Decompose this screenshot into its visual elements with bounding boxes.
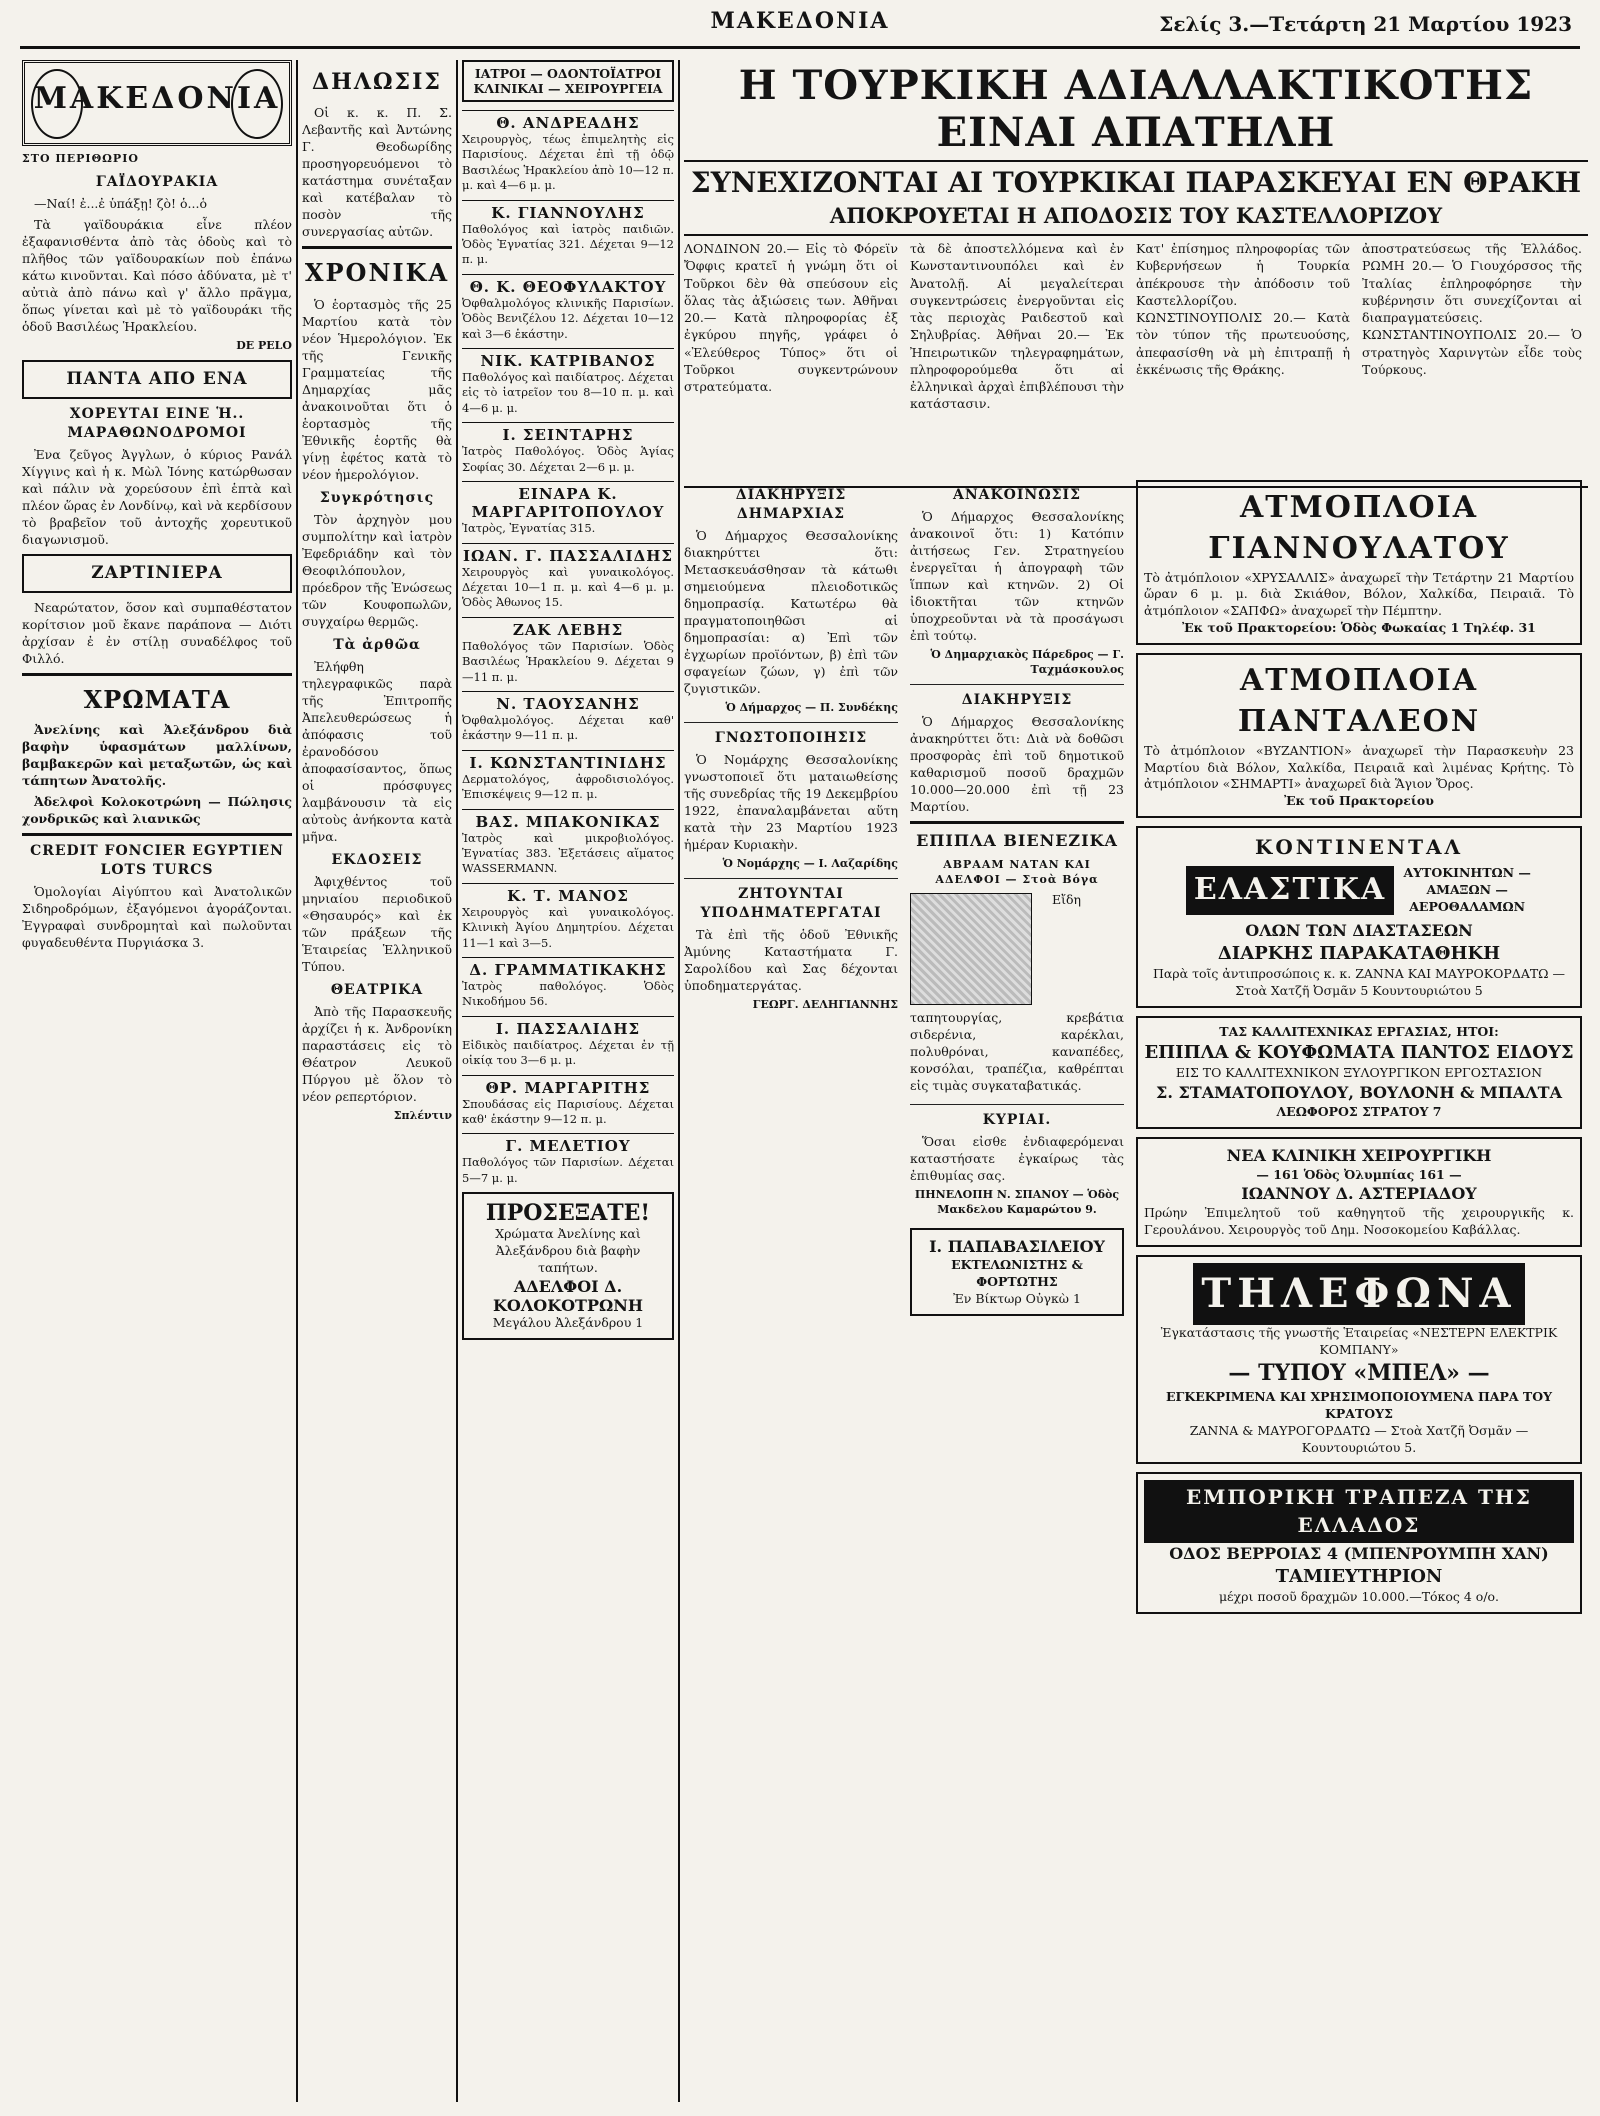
news-column: Κατ' ἐπίσημος πληροφορίας τῶν Κυβερνήσεων ἡ Τουρκία ἀπέκρουσε τὴν ἀπόδοσιν τοῦ Καστελλορίζου. ΚΩΝΣΤΙΝΟΥΠΟΛΙΣ 20.— Κατὰ τὸν τύπον τῆς πρωτευούσης, ἀπεφασίσθη νὰ μὴ ἐπιτραπῇ ἡ ἐκκένωσις τῆς Θράκης. [1136,241,1350,377]
doctor-name: ΘΡ. ΜΑΡΓΑΡΙΤΗΣ [462,1075,674,1097]
doctor-listing [462,422,674,475]
notice-title: ΓΝΩΣΤΟΠΟΙΗΣΙΣ [714,730,868,747]
doctor-listing [462,200,674,268]
article-subtitle: Τὰ ἀρθῶα [333,636,421,653]
notice-paragraph: Ὁ Νομάρχης Θεσσαλονίκης γνωστοποιεῖ ὅτι ματαιωθείσης τῆς συνεδρίας τῆς 19 Δεκεμβρίου 1922, ἐπαναλαμβάνεται αὕτη κατὰ τὴν 23 Μαρτίου 1923 ἡμέραν Κυριακὴν. [684,752,898,853]
notice-signature: Ὁ Δημαρχιακὸς Πάρεδρος — Γ. Ταχμάσκουλος [930,648,1124,676]
doctor-listing [462,750,674,803]
divider [910,821,1124,824]
ad-box [1136,1472,1582,1613]
notice-title: ΔΗΛΩΣΙΣ [312,69,442,95]
ad-subtitle: ΕΚΤΕΛΩΝΙΣΤΗΣ & ΦΟΡΤΩΤΗΣ [951,1257,1083,1290]
ad-box [462,1192,674,1340]
ad-subtitle: ΑΒΡΑΑΜ ΝΑΤΑΝ ΚΑΙ ΑΔΕΛΦΟΙ — Στοὰ Βόγα [935,857,1099,886]
doctor-listing [462,957,674,1010]
ad-firm: ΑΔΕΛΦΟΙ Δ. ΚΟΛΟΚΟΤΡΩΝΗ [493,1276,643,1315]
ad-text: Ἐγκατάστασις τῆς γνωστῆς Ἑταιρείας «ΝΕΣΤΕΡΝ ΕΛΕΚΤΡΙΚ ΚΟΜΠΑΝΥ» [1160,1325,1558,1358]
notice-title: ΔΙΑΚΗΡΥΞΙΣ [961,691,1073,708]
doctor-name: ΖΑΚ ΛΕΒΗΣ [462,617,674,639]
doctor-name: ΙΩΑΝ. Γ. ΠΑΣΣΑΛΙΔΗΣ [462,543,674,565]
doctor-name: ΝΙΚ. ΚΑΤΡΙΒΑΝΟΣ [462,348,674,370]
ad-title: ΑΤΜΟΠΛΟΙΑ ΠΑΝΤΑΛΕΟΝ [1237,663,1481,739]
ad-address: — 161 Ὁδὸς Ὀλυμπίας 161 — [1256,1166,1462,1182]
ad-footer: μέχρι ποσοῦ δραχμῶν 10.000.—Τόκος 4 ο/ο. [1218,1589,1500,1605]
ad-text: Πρώην Ἐπιμελητοῦ τοῦ καθηγητοῦ τῆς χειρουργικῆς κ. Γερουλάνου. Χειρουργὸς τοῦ Δημ. Νοσοκομείου Καβάλλας. [1144,1205,1574,1238]
masthead-ornament-icon [231,69,283,139]
notice-title: CREDIT FONCIER EGYPTIEN LOTS TURCS [30,842,284,878]
news-columns [684,234,1588,488]
ad-signature: ΠΗΝΕΛΟΠΗ Ν. ΣΠΑΝΟΥ — Ὁδὸς Μακδελου Καμαρώτου 9. [914,1187,1120,1216]
doctor-listing [462,1075,674,1128]
section-subtitle: ΘΕΑΤΡΙΚΑ [330,981,424,998]
running-header [20,6,1580,49]
ad-text: ΕΓΚΕΚΡΙΜΕΝΑ ΚΑΙ ΧΡΗΣΙΜΟΠΟΙΟΥΜΕΝΑ ΠΑΡΑ ΤΟΥ ΚΡΑΤΟΥΣ [1165,1388,1553,1421]
masthead [22,60,292,146]
doctor-listing [462,1016,674,1069]
doctor-listing [462,883,674,951]
ad-box [1136,480,1582,645]
doctor-details: Ἰατρὸς, Ἐγνατίας 315. [462,521,596,536]
doctor-listing [462,481,674,536]
ad-text: ΕΙΣ ΤΟ ΚΑΛΛΙΤΕΧΝΙΚΟΝ ΞΥΛΟΥΡΓΙΚΟΝ ΕΡΓΟΣΤΑΣΙΟΝ [1175,1065,1543,1081]
running-header-page-date: Σελίς 3.—Τετάρτη 21 Μαρτίου 1923 [1159,12,1572,36]
column-rule [678,60,680,2102]
notice-signature: Ὁ Δήμαρχος — Π. Συνδέκης [725,701,898,715]
masthead-title: ΜΑΚΕΔΟΝΙΑ [33,81,281,116]
ad-box [910,1228,1124,1316]
section-title: ΧΡΟΝΙΚΑ [304,257,450,287]
doctor-details: Χειρουργὸς, τέως ἐπιμελητὴς εἰς Παρισίους. Δέχεται ἐπὶ τῇ ὁδῷ Βασιλέως Ἡρακλείου ἀπὸ 10—12 π. μ. καὶ 4—6 μ. μ. [462,132,674,193]
doctors-section-header: ΙΑΤΡΟΙ — ΟΔΟΝΤΟΪΑΤΡΟΙ ΚΛΙΝΙΚΑΙ — ΧΕΙΡΟΥΡΓΕΙΑ [462,60,674,102]
article-title: ΓΑΪΔΟΥΡΑΚΙΑ [95,173,219,190]
doctor-name: Γ. ΜΕΛΕΤΙΟΥ [462,1133,674,1155]
ad-footer: ΖΑΝΝΑ & ΜΑΥΡΟΓΟΡΔΑΤΩ — Στοὰ Χατζῆ Ὀσμᾶν — Κουντουριώτου 5. [1189,1422,1529,1455]
divider [910,1104,1124,1105]
doctor-details: Εἰδικὸς παιδίατρος. Δέχεται ἐν τῇ οἰκίᾳ του 3—6 μ. μ. [462,1037,674,1068]
doctor-name: ΒΑΣ. ΜΠΑΚΟΝΙΚΑΣ [462,809,674,831]
lower-section [684,480,1588,2102]
section-subtitle: ΕΚΔΟΣΕΙΣ [331,851,423,868]
article-title: ΧΟΡΕΥΤΑΙ ΕΙΝΕ Ἡ.. ΜΑΡΑΘΩΝΟΔΡΟΜΟΙ [67,406,247,442]
article-paragraph: Ἀπὸ τῆς Παρασκευῆς ἀρχίζει ἡ κ. Ἀνδρονίκη παραστάσεις εἰς τὸ Θέατρον Λευκοῦ Πύργου μὲ ὅλον τὸ νέον ρεπερτόριον. [302,1003,452,1104]
furniture-illustration [910,893,1032,1005]
divider [684,722,898,723]
ad-address: Ἐν Βίκτωρ Οὐγκὼ 1 [953,1291,1081,1307]
doctor-listing [462,348,674,416]
column-rule [296,60,298,2102]
notice-paragraph: Ὁμολογίαι Αἰγύπτου καὶ Ἀνατολικῶν Σιδηροδρόμων, ἐξαγόμενοι ἀγοράζονται. Ἐγγραφαὶ συνδρομηταὶ καὶ πωλοῦνται φυγαδευθέντα Πυργιάσκα 3. [22,883,292,950]
ad-brand: — ΤΥΠΟΥ «ΜΠΕΛ» — [1228,1360,1490,1387]
subheadline: ΣΥΝΕΧΙΖΟΝΤΑΙ ΑΙ ΤΟΥΡΚΙΚΑΙ ΠΑΡΑΣΚΕΥΑΙ ΕΝ ΘΡΑΚΗ [690,166,1582,199]
doctor-name: Ι. ΚΩΝΣΤΑΝΤΙΝΙΔΗΣ [462,750,674,772]
doctor-listing [462,543,674,611]
main-news-area [684,60,1588,2102]
ad-text: Χρώματα Ἀνελίνης καὶ Ἀλεξάνδρου διὰ βαφὴν ταπήτων. [495,1226,641,1275]
notice-title: ΑΝΑΚΟΙΝΩΣΙΣ [952,487,1082,503]
doctor-details: Σπουδάσας εἰς Παρισίους. Δέχεται καθ' ἑκάστην 9—12 π. μ. [462,1096,674,1127]
section-box-title: ΠΑΝΤΑ ΑΠΟ ΕΝΑ [22,360,292,399]
doctor-details: Παθολόγος τῶν Παρισίων. Δέχεται 5—7 μ. μ. [462,1155,674,1185]
column-rule [456,60,458,2102]
ad-title: ΧΡΩΜΑΤΑ [83,685,231,715]
article-paragraph: Ἐνα ζεῦγος Ἀγγλων, ὁ κύριος Ρανάλ Χίγγινς καὶ ἡ κ. Μὼλ Ἰόνης κατώρθωσαν καὶ πάλιν νὰ χορεύσουν ἐπὶ ἑπτὰ καὶ πλέον ὥρας ἐν Λονδίνῳ, καὶ νὰ κερδίσουν τὸ βραβεῖον τοῦ ἀντοχῆς χορευτικοῦ διαγωνισμοῦ. [22,447,292,548]
ad-text: Ὅσαι εἰσθε ἐνδιαφερόμεναι καταστήσατε ἐγκαίρως τὰς ἐπιθυμίας σας. [910,1133,1124,1183]
column-1 [22,60,292,2102]
ad-text: Εἴδη ταπητουργίας, κρεβάτια σιδερένια, καρέκλαι, πολυθρόναι, καναπέδες, κονσόλαι, τραπέζια, καθρέπται εἰς τιμὰς συγκαταβατικάς. [910,891,1124,1093]
article-subtitle: Συγκρότησις [319,489,435,506]
doctor-details: Ὀφθαλμολόγος. Δέχεται καθ' ἑκάστην 9—11 π. μ. [462,712,674,743]
notices-column [684,480,898,2102]
article-signature: DE PELO [236,338,292,352]
ad-title: ΚΥΡΙΑΙ. [982,1111,1052,1128]
notice-paragraph: Οἱ κ. κ. Π. Σ. Λεβαντῆς καὶ Ἀντώνης Γ. Θεοδωρίδης προσηγορευόμενοι τὸ κατάστημα συνέταξαν καὶ κατέβαλαν τὸ ποσὸν τῆς συνεργασίας αὐτῶν. [302,104,452,239]
ad-title: ΤΗΛΕΦΩΝΑ [1193,1263,1524,1325]
ad-title: ΕΠΙΠΛΑ ΒΙΕΝΕΖΙΚΑ [916,830,1118,850]
doctor-name: Θ. ΑΝΔΡΕΑΔΗΣ [462,110,674,132]
doctor-listing [462,1133,674,1186]
running-header-paper-name: ΜΑΚΕΔΟΝΙΑ [710,8,890,34]
article-paragraph: Τὰ γαϊδουράκια εἶνε πλέον ἐξαφανισθέντα ἀπὸ τὰς ὁδοὺς καὶ τὸ πλῆθος τῶν γαϊδουρακίων ποὺ ἐπάνω κάτω κινοῦνται. Καὶ πόσο ἀδύνατα, μὲ τ' αὐτιὰ ἀπὸ πάνω καὶ γ' ἄλλο πρᾶγμα, ὅπως γίνεται καὶ μὲ τὸ γαϊδουράκι τῆς ὁδοῦ Βασιλέως Ἡρακλείου. [22,216,292,334]
ad-footer: Παρὰ τοῖς ἀντιπροσώποις κ. κ. ΖΑΝΝΑ ΚΑΙ ΜΑΥΡΟΚΟΡΔΑΤΩ — Στοὰ Χατζῆ Ὀσμᾶν 5 Κουντουριώτου 5 [1152,966,1566,999]
doctor-name: Ι. ΠΑΣΣΑΛΙΔΗΣ [462,1016,674,1038]
news-column: τὰ δὲ ἀποστελλόμενα καὶ ἐν Κωνσταντινουπόλει καὶ ἐν Ἀνατολῇ. Αἱ μεγαλείτεραι συγκεντρώσεις ἐνεργοῦνται εἰς τὰς περιοχὰς Ραιδεστοῦ καὶ Σηλυβρίας. Ἀθῆναι 20.— Ἐκ Ἠπειρωτικῶν τηλεγραφημάτων, πληροφορούμεθα ὅτι αἱ ἐλληνικαὶ ἀρχαὶ ἐπιβλέπουσι τὴν κατάστασιν. [910,241,1124,412]
ad-text: Τὸ ἀτμόπλοιον «ΧΡΥΣΑΛΛΙΣ» ἀναχωρεῖ τὴν Τετάρτην 21 Μαρτίου ὥραν 6 μ. μ. διὰ Σκιάθον, Βόλον, Χαλκίδα, Πειραιᾶ. Τὸ ἀτμόπλοιον «ΣΑΠΦΩ» ἀναχωρεῖ τὴν Πέμπτην. [1144,569,1574,619]
ad-title: ΚΟΝΤΙΝΕΝΤΑΛ [1254,835,1464,860]
notice-signature: ΓΕΩΡΓ. ΔΕΛΗΓΙΑΝΝΗΣ [752,998,898,1012]
ad-box [1136,1137,1582,1247]
article-signature: Σπλέντιν [393,1108,452,1122]
ad-box [1136,826,1582,1008]
section-box-title: ΖΑΡΤΙΝΙΕΡΑ [22,554,292,593]
doctor-name: Κ. Τ. ΜΑΝΟΣ [462,883,674,905]
ad-text: ΤΑΣ ΚΑΛΛΙΤΕΧΝΙΚΑΣ ΕΡΓΑΣΙΑΣ, ΗΤΟΙ: [1219,1023,1499,1039]
doctor-details: Χειρουργὸς καὶ γυναικολόγος. Δέχεται 10—1 π. μ. καὶ 4—6 μ. μ. Ὁδὸς Ἀθωνος 15. [462,564,674,610]
headline: Η ΤΟΥΡΚΙΚΗ ΑΔΙΑΛΛΑΚΤΙΚΟΤΗΣ ΕΙΝΑΙ ΑΠΑΤΗΛΗ [684,60,1588,162]
ad-title: Ι. ΠΑΠΑΒΑΣΙΛΕΙΟΥ [929,1236,1105,1256]
news-column: ἀποστρατεύσεως τῆς Ἑλλάδος. ΡΩΜΗ 20.— Ὁ Γιουχόρσσος τῆς Ἰταλίας ἐπληροφόρησε τὴν κυβέρνησιν ὅτι συνεχίζονται αἱ διαπραγματεύσεις. ΚΩΝΣΤΑΝΤΙΝΟΥΠΟΛΙΣ 20.— Ὁ στρατηγὸς Χαρινγτὼν εἶδε τοὺς Τούρκους. [1362,241,1582,377]
doctor-details: Παθολόγος καὶ ἰατρὸς παιδιῶν. Ὁδὸς Ἐγνατίας 321. Δέχεται 9—12 π. μ. [462,221,674,267]
doctor-listing [462,110,674,194]
doctor-details: Παθολόγος καὶ παιδίατρος. Δέχεται εἰς τὸ ἰατρεῖον του 8—10 π. μ. καὶ 4—6 μ. μ. [462,370,674,415]
ad-title: ΑΤΜΟΠΛΟΙΑ ΓΙΑΝΝΟΥΛΑΤΟΥ [1208,490,1510,566]
doctors-list [462,110,674,1186]
doctor-name: Θ. Κ. ΘΕΟΦΥΛΑΚΤΟΥ [462,274,674,296]
notice-paragraph: Ὁ Δήμαρχος Θεσσαλονίκης ἀνακηρύττει ὅτι: Διὰ νὰ δοθῶσι προσφορὰς ἐπὶ τοῦ δημοτικοῦ καθαρισμοῦ ποσοῦ δραχμῶν 10.000—20.000 ἐπὶ τῇ 23 Μαρτίου. [910,713,1124,814]
doctor-details: Παθολόγος τῶν Παρισίων. Ὁδὸς Βασιλέως Ἡρακλείου 9. Δέχεται 9—11 π. μ. [462,638,674,684]
ad-text: ΟΛΩΝ ΤΩΝ ΔΙΑΣΤΑΣΕΩΝ [1245,921,1473,940]
ad-brand: ΕΛΑΣΤΙΚΑ [1186,866,1394,915]
rubric: ΣΤΟ ΠΕΡΙΘΩΡΙΟ [22,152,139,165]
article-paragraph: Ἀφιχθέντος τοῦ μηνιαίου περιοδικοῦ «Θησαυρός» καὶ ἐκ τῶν πράξεων τῆς Ἑταιρείας Ἑλληνικοῦ Τύπου. [302,873,452,974]
notices-column [910,480,1124,2102]
notice-title: ΔΙΑΚΗΡΥΞΙΣ ΔΗΜΑΡΧΙΑΣ [735,487,847,523]
article-paragraph: Ἐλήφθη τηλεγραφικῶς παρὰ τῆς Ἐπιτροπῆς Ἀπελευθερώσεως ἡ ἀπόφασις τοῦ ἐρανοδόσου ἀποφασίσαντος, ὅπως οἱ πρόσφυγες λαμβάνουσιν τὰ εἰς αὐτοὺς ἀνήκοντα κατὰ μῆνα. [302,658,452,844]
ad-address: ΟΔΟΣ ΒΕΡΡΟΙΑΣ 4 (ΜΠΕΝΡΟΥΜΠΗ ΧΑΝ) [1169,1543,1549,1563]
ad-address: Μεγάλου Ἀλεξάνδρου 1 [492,1314,644,1330]
ad-box [1136,1016,1582,1129]
divider [684,878,898,879]
ad-text: ΤΑΜΙΕΥΤΗΡΙΟΝ [1275,1565,1443,1587]
article-paragraph: Τὸν ἀρχηγὸν μου συμπολίτην καὶ ἱατρὸν Ἐφεδριάδην καὶ τὸν Θεοφιλόπουλον, πρόεδρον τῆς Ἑνώσεως τῶν Κουφοπωλῶν, συγχαίρω θερμῶς. [302,511,452,629]
subheadline: ΑΠΟΚΡΟΥΕΤΑΙ Η ΑΠΟΔΟΣΙΣ ΤΟΥ ΚΑΣΤΕΛΛΟΡΙΖΟΥ [829,203,1443,228]
doctor-details: Χειρουργὸς καὶ γυναικολόγος. Κλινικὴ Ἀγίου Δημητρίου. Δέχεται 11—1 καὶ 3—5. [462,904,674,950]
divider [22,673,292,676]
column-3-doctors [462,60,674,2102]
column-2 [302,60,452,2102]
news-column: ΛΟΝΔΙΝΟΝ 20.— Εἰς τὸ Φόρεϊν Ὄφφις κρατεῖ ἡ γνώμη ὅτι οἱ Τοῦρκοι δὲν θὰ σπεύσουν εἰς ὅλας τὰς ἀξιώσεις των. Ἀθῆναι 20.— Κατὰ πληροφορίας ἐξ ἐγκύρου πηγῆς, γράφει ὁ «Ἐλεύθερος Τύπος» ὅτι οἱ Τοῦρκοι συγκεντρώνουν στρατεύματα. [684,241,898,394]
notice-title: ΖΗΤΟΥΝΤΑΙ ΥΠΟΔΗΜΑΤΕΡΓΑΤΑΙ [700,886,882,922]
ad-text: Ἀνελίνης καὶ Ἀλεξάνδρου διὰ βαφὴν ὑφασμάτων μαλλίνων, βαμβακερῶν καὶ μεταξωτῶν, ὡς καὶ τάπητων Ἀνατολῆς. [22,721,292,788]
ad-footer: Ἐκ τοῦ Πρακτορείου [1284,793,1434,809]
divider [302,246,452,249]
notice-paragraph: Τὰ ἐπὶ τῆς ὁδοῦ Ἐθνικῆς Ἀμύνης Καταστήματα Γ. Σαρολίδου καὶ Σας δέχονται ὑποδηματεργάτας. [684,927,898,994]
ad-title: ΝΕΑ ΚΛΙΝΙΚΗ ΧΕΙΡΟΥΡΓΙΚΗ [1226,1145,1492,1165]
ad-text: ΔΙΑΡΚΗΣ ΠΑΡΑΚΑΤΑΘΗΚΗ [1217,942,1501,964]
ad-box [1136,1255,1582,1465]
ad-brand-detail: ΑΥΤΟΚΙΝΗΤΩΝ — ΑΜΑΞΩΝ — ΑΕΡΟΘΑΛΑΜΩΝ [1403,865,1531,915]
doctor-details: Ἰατρὸς παθολόγος. Ὁδὸς Νικοδήμου 56. [462,979,674,1009]
doctor-listing [462,691,674,744]
ad-title: ΕΠΙΠΛΑ & ΚΟΥΦΩΜΑΤΑ ΠΑΝΤΟΣ ΕΙΔΟΥΣ [1144,1041,1574,1063]
notice-paragraph: Ὁ Δήμαρχος Θεσσαλονίκης διακηρύττει ὅτι: Μετασκευάσθησαν τὰ κάτωθι σημειούμενα πλειοδοτικῶς δημοπρασίᾳ. Κατωτέρω θὰ πραγματοποιηθῶσι αἱ δημοπρασίαι: α) Ἐπὶ τῶν ἐγχωρίων προϊόντων, β) ἐπὶ τῶν σφαγείων ζώων, γ) ἐπὶ τῶν ζυγιστικῶν. [684,528,898,697]
ad-footer: Ἐκ τοῦ Πρακτορείου: Ὁδὸς Φωκαίας 1 Τηλέφ. 31 [1182,620,1536,636]
doctor-name: Κ. ΓΙΑΝΝΟΥΛΗΣ [462,200,674,222]
ad-text: Ἀδελφοὶ Κολοκοτρώνη — Πώλησις χονδρικῶς καὶ λιανικῶς [22,793,292,826]
doctor-name: ΕΙΝΑΡΑ Κ. ΜΑΡΓΑΡΙΤΟΠΟΥΛΟΥ [462,481,674,521]
article-paragraph: —Ναί! ἐ...ἐ ὑπάξῃ! ζὸ! ὁ...ὁ [34,195,207,211]
ads-column [1136,480,1582,2102]
doctor-details: Ἰατρὸς καὶ μικροβιολόγος. Ἐγνατίας 383. Ἐξετάσεις αἵματος WASSERMANN. [462,830,674,876]
doctor-name: Ι. ΣΕΙΝΤΑΡΗΣ [462,422,674,444]
notice-paragraph: Ὁ Δήμαρχος Θεσσαλονίκης ἀνακοινοῖ ὅτι: 1) Κατόπιν ἀιτήσεως Γεν. Στρατηγείου ἐνεργεῖται ἡ ἀπογραφὴ τῶν ἵππων καὶ κτηνῶν. 2) Οἱ ἰδιοκτῆται τῶν κτηνῶν ὑποχρεοῦνται νὰ τὰ προσάγωσι ἐπὶ τούτῳ. [910,509,1124,644]
ad-title: ΠΡΟΣΕΞΑΤΕ! [485,1200,651,1227]
ad-box [1136,653,1582,818]
divider [22,833,292,836]
ad-address: ΛΕΩΦΟΡΟΣ ΣΤΡΑΤΟΥ 7 [1276,1103,1442,1119]
doctor-name: Δ. ΓΡΑΜΜΑΤΙΚΑΚΗΣ [462,957,674,979]
ad-doctor-name: ΙΩΑΝΝΟΥ Δ. ΑΣΤΕΡΙΑΔΟΥ [1241,1184,1477,1204]
article-paragraph: Νεαρώτατον, ὅσον καὶ συμπαθέστατον κορίτσιον μοῦ ἔκανε παράπονα — Διότι ἀρχίσαν ἐ ἐν στίλῃ συναδέλφος τοῦ Φιλλό. [22,600,292,667]
doctor-details: Ἰατρὸς Παθολόγος. Ὁδὸς Ἁγίας Σοφίας 30. Δέχεται 2—6 μ. μ. [462,444,674,474]
ad-text: Τὸ ἀτμόπλοιον «ΒΥΖΑΝΤΙΟΝ» ἀναχωρεῖ τὴν Παρασκευὴν 23 Μαρτίου διὰ Βόλον, Χαλκίδα, Πειραιᾶ καὶ λιμένας Κρήτης. Τὸ ἀτμόπλοιον «ΣΗΜΑΡΤΙ» ἀναχωρεῖ διὰ Ἅγιον Ὄρος. [1144,742,1574,792]
ad-title: ΕΜΠΟΡΙΚΗ ΤΡΑΠΕΖΑ ΤΗΣ ΕΛΛΑΔΟΣ [1144,1480,1574,1542]
doctor-details: Ὀφθαλμολόγος κλινικῆς Παρισίων. Ὁδὸς Βενιζέλου 12. Δέχεται 10—12 καὶ 3—6 ἑκάστην. [462,295,674,341]
article-paragraph: Ὁ ἑορτασμὸς τῆς 25 Μαρτίου κατὰ τὸν νέον Ἡμερολόγιον. Ἐκ τῆς Γενικῆς Γραμματείας τῆς Δημαρχίας μᾶς ἀνακοινοῦται ὅτι ὁ ἑορτασμὸς τῆς Ἐθνικῆς ἑορτῆς θὰ γίνῃ ἐφέτος κατὰ τὸ νέον ἡμερολόγιον. [302,296,452,482]
divider [910,684,1124,685]
ad-firm: Σ. ΣΤΑΜΑΤΟΠΟΥΛΟΥ, ΒΟΥΛΟΝΗ & ΜΠΑΛΤΑ [1156,1083,1562,1103]
notice-signature: Ὁ Νομάρχης — Ι. Λαζαρίδης [722,857,898,871]
doctor-name: Ν. ΤΑΟΥΣΑΝΗΣ [462,691,674,713]
doctor-details: Δερματολόγος, ἀφροδισιολόγος. Ἐπισκέψεις 9—12 π. μ. [462,771,674,802]
doctor-listing [462,617,674,685]
doctor-listing [462,274,674,342]
doctor-listing [462,809,674,877]
